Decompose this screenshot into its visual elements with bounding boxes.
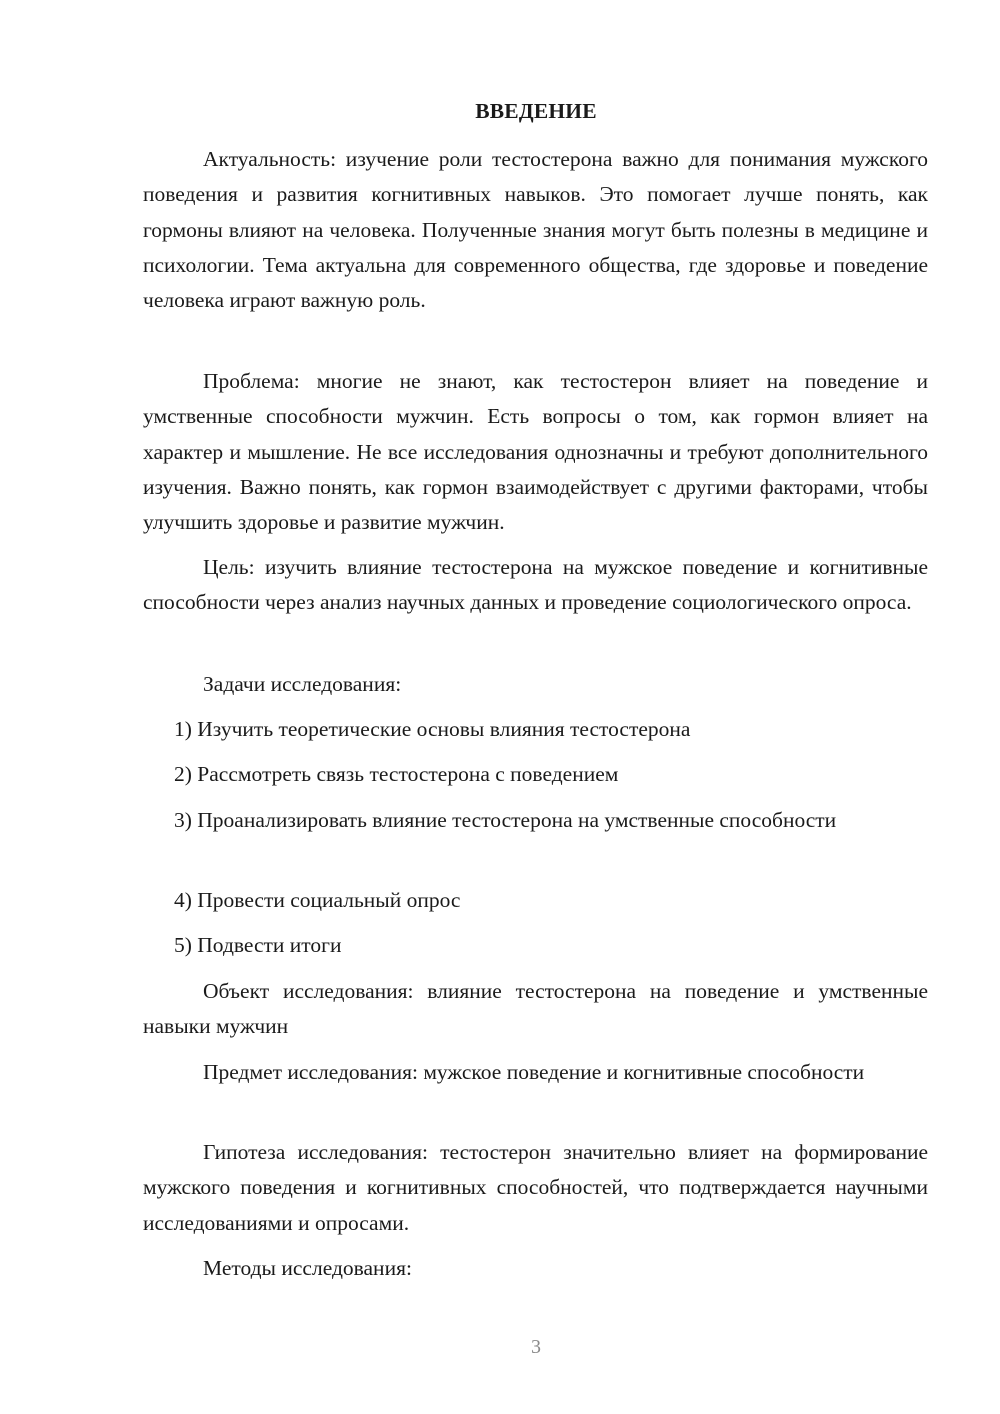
page-heading: ВВЕДЕНИЕ <box>475 99 597 123</box>
paragraph-methods: Методы исследования: <box>203 1256 412 1280</box>
paragraph-problem: Проблема: многие не знают, как тестостерон влияет на поведение и умственные способности мужчин. Есть вопросы о том, как гормон влияет на характер и мышление. Не все исследования однозначны и требуют дополнительного изучения. Важно понять, как гормон взаимодействует с другими факторами, чтобы улучшить здоровье и развитие мужчин. <box>143 369 928 535</box>
paragraph-hypothesis: Гипотеза исследования: тестостерон значительно влияет на формирование мужского поведения и когнитивных способностей, что подтверждается научными исследованиями и опросами. <box>143 1140 928 1235</box>
paragraph-tasks-intro: Задачи исследования: <box>203 672 402 696</box>
task-item-4: 4) Провести социальный опрос <box>174 888 461 912</box>
paragraph-goal: Цель: изучить влияние тестостерона на мужское поведение и когнитивные способности через анализ научных данных и проведение социологического опроса. <box>143 555 928 615</box>
paragraph-relevance: Актуальность: изучение роли тестостерона важно для понимания мужского поведения и развития когнитивных навыков. Это помогает лучше понять, как гормоны влияют на человека. Полученные знания могут быть полезны в медицине и психологии. Тема актуальна для современного общества, где здоровье и поведение человека играют важную роль. <box>143 147 928 313</box>
task-item-5: 5) Подвести итоги <box>174 933 342 957</box>
task-item-1: 1) Изучить теоретические основы влияния тестостерона <box>174 717 691 741</box>
task-item-2: 2) Рассмотреть связь тестостерона с поведением <box>174 762 619 786</box>
paragraph-subject: Предмет исследования: мужское поведение и когнитивные способности <box>203 1060 865 1084</box>
page-number: 3 <box>531 1336 541 1358</box>
paragraph-object: Объект исследования: влияние тестостерона на поведение и умственные навыки мужчин <box>143 979 928 1039</box>
task-item-3: 3) Проанализировать влияние тестостерона на умственные способности <box>174 808 837 832</box>
